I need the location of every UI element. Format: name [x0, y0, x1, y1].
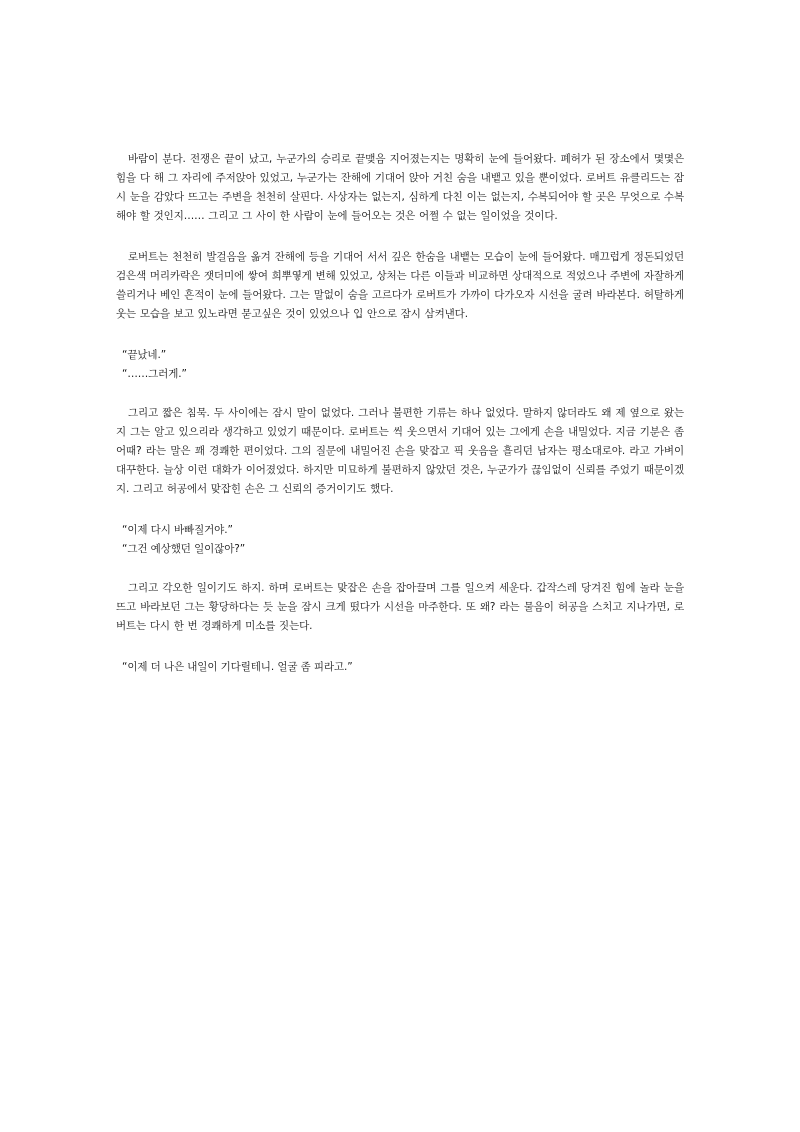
dialogue-line: “이제 다시 바빠질거야.”: [122, 524, 233, 536]
dialogue-line: “끝났네.”: [122, 349, 167, 361]
dialogue-line: “……그러게.”: [122, 368, 187, 380]
paragraph-4: 그리고 각오한 일이기도 하지. 하며 로버트는 맞잡은 손을 잡아끌며 그를 일으켜 세운다. 갑작스레 당겨진 힘에 놀라 눈을 뜨고 바라보던 그는 황당하다는 듯 눈을 잠시 크게 떴다가 시선을 마주한다. 또 왜? 라는 물음이 허공을 스치고 지나가면, 로버트는 다시 한 번 경쾌하게 미소를 짓는다.: [116, 582, 684, 632]
story-body: [116, 150, 684, 697]
paragraph-1: 바람이 분다. 전쟁은 끝이 났고, 누군가의 승리로 끝맺음 지어졌는지는 명확히 눈에 들어왔다. 폐허가 된 장소에서 몇몇은 힘을 다 해 그 자리에 주저앉아 있었고, 누군가는 잔해에 기대어 앉아 거친 숨을 내뱉고 있을 뿐이었다. 로버트 유클리드는 잠시 눈을 감았다 뜨고는 주변을 천천히 살핀다. 사상자는 없는지, 심하게 다친 이는 없는지, 수복되어야 할 곳은 무엇으로 수복해야 할 것인지…… 그리고 그 사이 한 사람이 눈에 들어오는 것은 어쩔 수 없는 일이었을 것이다.: [116, 153, 684, 222]
paragraph-3: 그리고 짧은 침묵. 두 사이에는 잠시 말이 없었다. 그러나 불편한 기류는 하나 없었다. 말하지 않더라도 왜 제 옆으로 왔는지 그는 알고 있으리라 생각하고 있었기 때문이다. 로버트는 씩 웃으면서 기대어 있는 그에게 손을 내밀었다. 지금 기분은 좀 어때? 라는 말은 꽤 경쾌한 편이었다. 그의 질문에 내밀어진 손을 맞잡고 픽 웃음을 흘리던 남자는 평소대로야. 라고 가벼이 대꾸한다. 늘상 이런 대화가 이어졌었다. 하지만 미묘하게 불편하지 않았던 것은, 누군가가 끊임없이 신뢰를 주었기 때문이겠지. 그리고 허공에서 맞잡힌 손은 그 신뢰의 증거이기도 했다.: [116, 407, 684, 495]
dialogue-2: [116, 521, 684, 559]
dialogue-line: “그건 예상했던 일이잖아?”: [122, 543, 246, 555]
dialogue-1: [116, 346, 684, 384]
dialogue-3: [116, 658, 684, 677]
dialogue-line: “이제 더 나은 내일이 기다릴테니. 얼굴 좀 피라고.”: [122, 661, 353, 673]
paragraph-2: 로버트는 천천히 발걸음을 옮겨 잔해에 등을 기대어 서서 깊은 한숨을 내뱉는 모습이 눈에 들어왔다. 매끄럽게 정돈되었던 검은색 머리카락은 잿더미에 쌓여 희뿌옇게 변해 있었고, 상처는 다른 이들과 비교하면 상대적으로 적었으나 주변에 자잘하게 쓸리거나 베인 흔적이 눈에 들어왔다. 그는 말없이 숨을 고르다가 로버트가 가까이 다가오자 시선을 굴려 바라본다. 허탈하게 웃는 모습을 보고 있노라면 묻고싶은 것이 있었으나 입 안으로 잠시 삼켜낸다.: [116, 251, 684, 320]
